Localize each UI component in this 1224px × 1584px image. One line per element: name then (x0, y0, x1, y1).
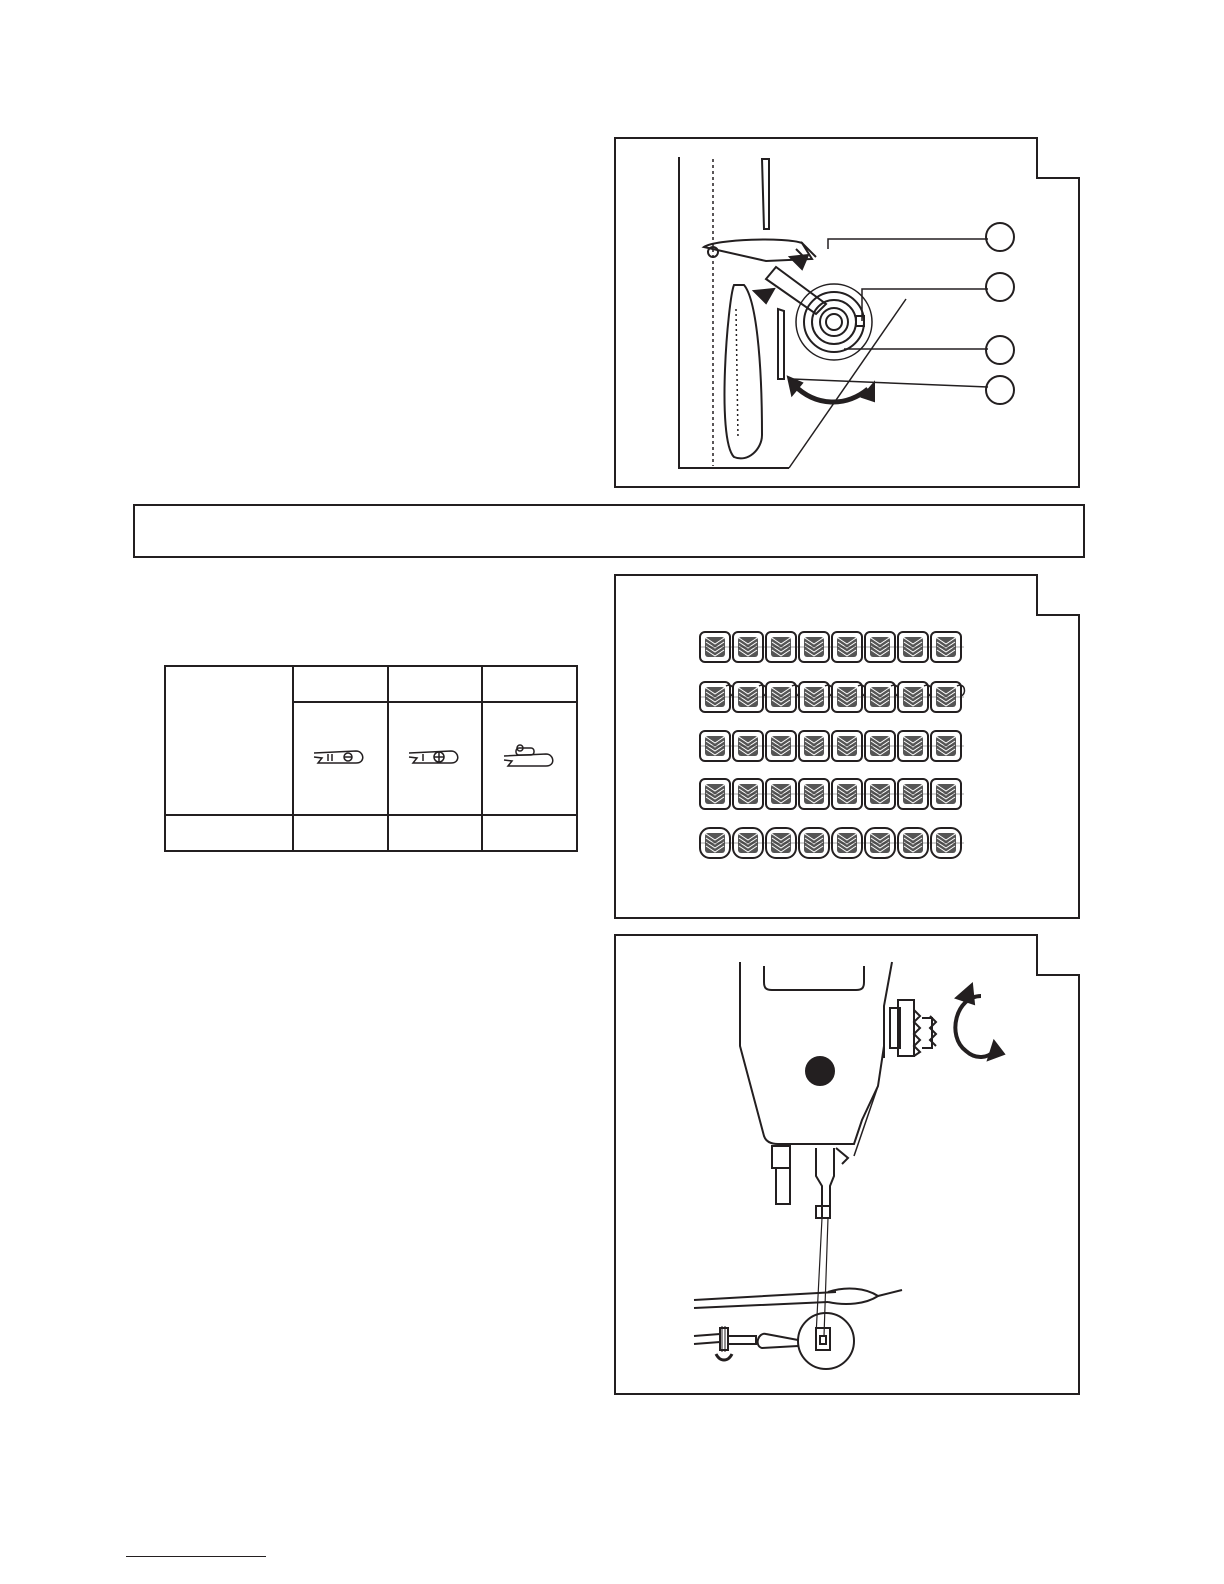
table-column-header (388, 666, 483, 702)
stitch-row (700, 682, 964, 712)
stitch-row (700, 828, 964, 858)
bobbin-spring-table (164, 665, 578, 852)
bobbin-spring-type-a-icon (310, 745, 370, 769)
figure-stitch-patterns (614, 574, 1080, 919)
section-heading-bar (133, 504, 1085, 558)
figure-take-up-adjustment (614, 137, 1080, 488)
footer-rule (126, 1556, 266, 1557)
table-column-header (293, 666, 388, 702)
table-row-label (165, 815, 293, 851)
table-column-header (482, 666, 577, 702)
table-cell (388, 815, 483, 851)
thread-tension-illustration (616, 936, 1078, 1393)
table-cell (293, 815, 388, 851)
table-icon-cell (388, 702, 483, 815)
table-icon-cell (482, 702, 577, 815)
stitch-row (700, 779, 964, 809)
bobbin-spring-type-b-icon (405, 745, 465, 769)
take-up-illustration (616, 139, 1078, 486)
table-icon-cell (293, 702, 388, 815)
table-cell (482, 815, 577, 851)
stitch-row (700, 632, 964, 662)
stitch-row (700, 731, 964, 761)
stitch-pattern-illustration (616, 576, 1078, 917)
figure-thread-tension (614, 934, 1080, 1395)
table-header-blank (165, 666, 293, 815)
bobbin-spring-type-c-icon (500, 742, 560, 772)
